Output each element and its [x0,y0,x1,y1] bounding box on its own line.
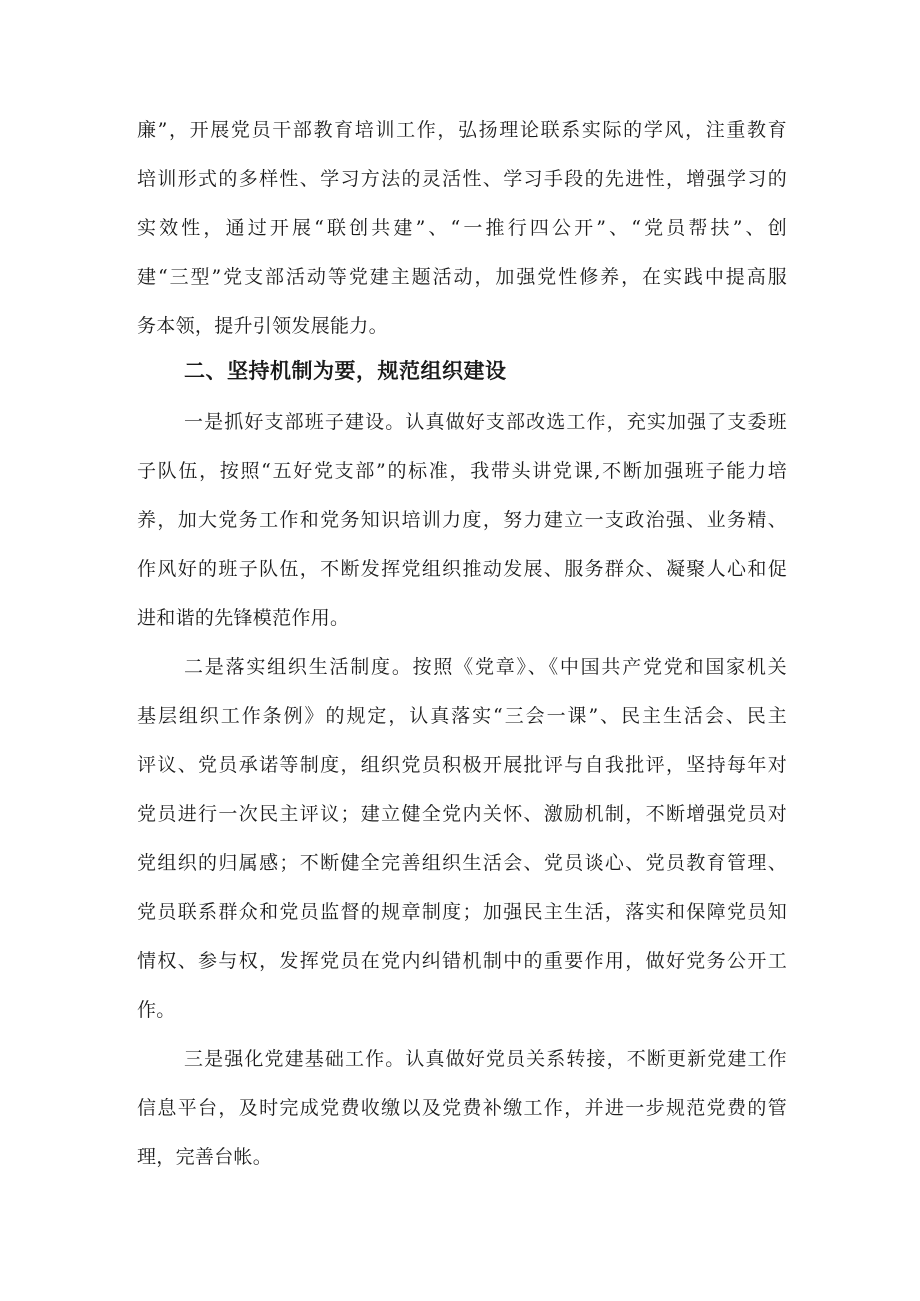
paragraph-line: 务本领，提升引领发展能力。 [137,315,388,337]
paragraph-line: 子队伍，按照“五好党支部”的标准，我带头讲党课,不断加强班子能力培 [137,460,787,482]
paragraph-line: 廉”，开展党员干部教育培训工作，弘扬理论联系实际的学风，注重教育 [137,119,787,141]
paragraph-line: 评议、党员承诺等制度，组织党员积极开展批评与自我批评，坚持每年对 [137,754,787,776]
paragraph-line: 进和谐的先锋模范作用。 [137,607,350,629]
section-heading: 二、坚持机制为要，规范组织建设 [184,359,507,383]
paragraph-line: 理，完善台帐。 [137,1146,273,1168]
paragraph-line: 实效性，通过开展“联创共建”、“一推行四公开”、“党员帮扶”、创 [137,217,787,239]
paragraph-line: 情权、参与权，发挥党员在党内纠错机制中的重要作用，做好党务公开工 [137,950,787,972]
paragraph-line: 作。 [137,999,176,1021]
paragraph-line: 培训形式的多样性、学习方法的灵活性、学习手段的先进性，增强学习的 [137,168,787,190]
paragraph-line: 养，加大党务工作和党务知识培训力度，努力建立一支政治强、业务精、 [137,509,787,531]
paragraph-line: 二是落实组织生活制度。按照《党章》、《中国共产党党和国家机关 [184,656,787,678]
paragraph-line: 建“三型”党支部活动等党建主题活动，加强党性修养，在实践中提高服 [137,266,787,288]
paragraph-line: 基层组织工作条例》的规定，认真落实“三会一课”、民主生活会、民主 [137,705,787,727]
paragraph-line: 党员联系群众和党员监督的规章制度；加强民主生活，落实和保障党员知 [137,901,787,923]
paragraph-line: 党员进行一次民主评议；建立健全党内关怀、激励机制，不断增强党员对 [137,803,787,825]
paragraph-line: 一是抓好支部班子建设。认真做好支部改选工作，充实加强了支委班 [184,411,787,433]
paragraph-line: 三是强化党建基础工作。认真做好党员关系转接，不断更新党建工作 [184,1048,787,1070]
paragraph-line: 党组织的归属感；不断健全完善组织生活会、党员谈心、党员教育管理、 [137,852,787,874]
paragraph-line: 作风好的班子队伍，不断发挥党组织推动发展、服务群众、凝聚人心和促 [137,558,787,580]
paragraph-line: 信息平台，及时完成党费收缴以及党费补缴工作，并进一步规范党费的管 [137,1097,787,1119]
